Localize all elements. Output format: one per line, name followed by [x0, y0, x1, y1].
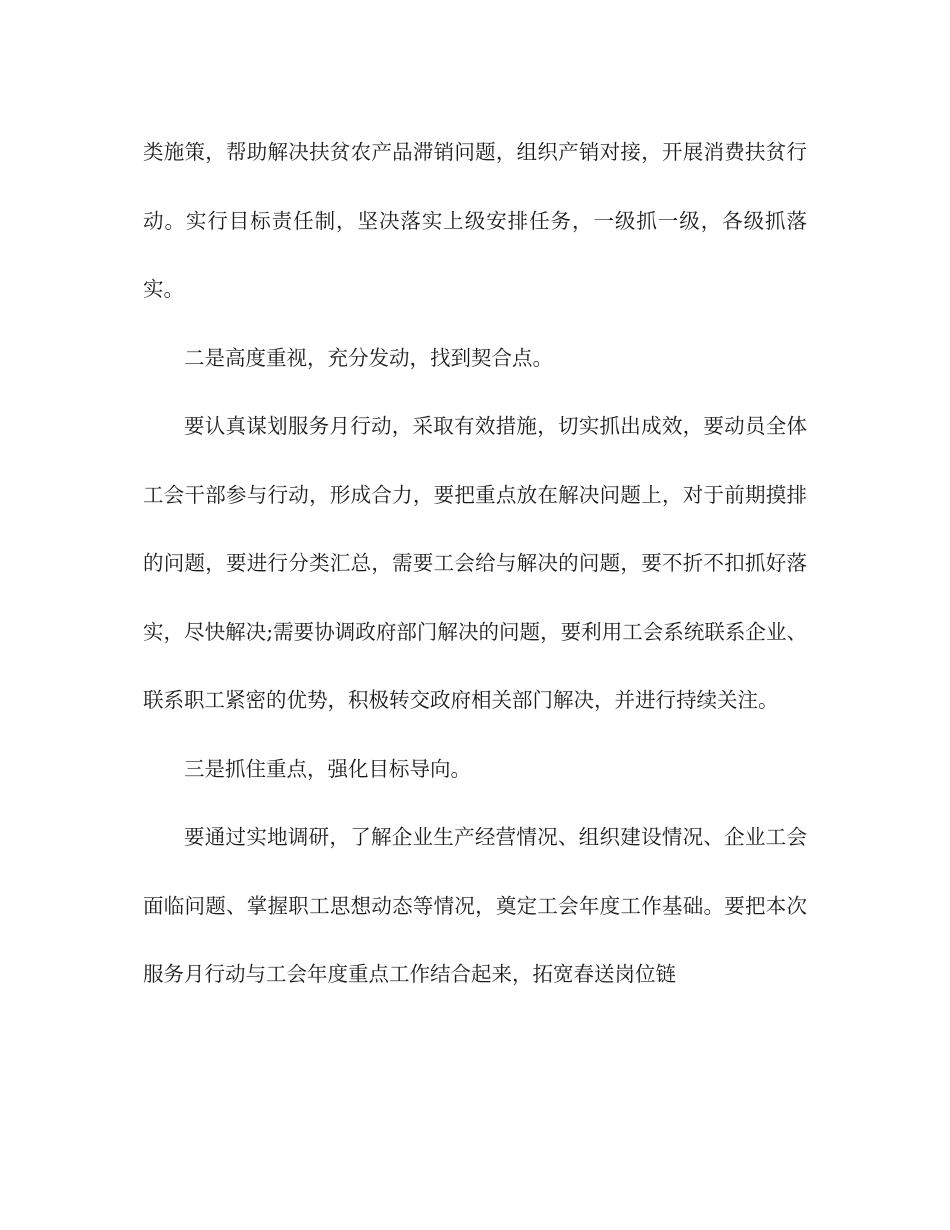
document-body [143, 118, 807, 1009]
paragraph-continuation: 类施策，帮助解决扶贫农产品滞销问题，组织产销对接，开展消费扶贫行动。实行目标责任制，坚决落实上级安排任务，一级抓一级，各级抓落实。 [143, 140, 807, 301]
paragraph-body-three: 要通过实地调研，了解企业生产经营情况、组织建设情况、企业工会面临问题、掌握职工思想动态等情况，奠定工会年度工作基础。要把本次服务月行动与工会年度重点工作结合起来，拓宽春送岗位链 [143, 825, 807, 986]
paragraph-heading-two: 二是高度重视，充分发动，找到契合点。 [184, 345, 553, 370]
paragraph-body-two: 要认真谋划服务月行动，采取有效措施，切实抓出成效，要动员全体工会干部参与行动，形成合力，要把重点放在解决问题上，对于前期摸排的问题，要进行分类汇总，需要工会给与解决的问题，要不折不扣抓好落实，尽快解决;需要协调政府部门解决的问题，要利用工会系统联系企业、联系职工紧密的优势，积极转交政府相关部门解决，并进行持续关注。 [143, 414, 807, 712]
paragraph-heading-three: 三是抓住重点，强化目标导向。 [184, 756, 471, 781]
